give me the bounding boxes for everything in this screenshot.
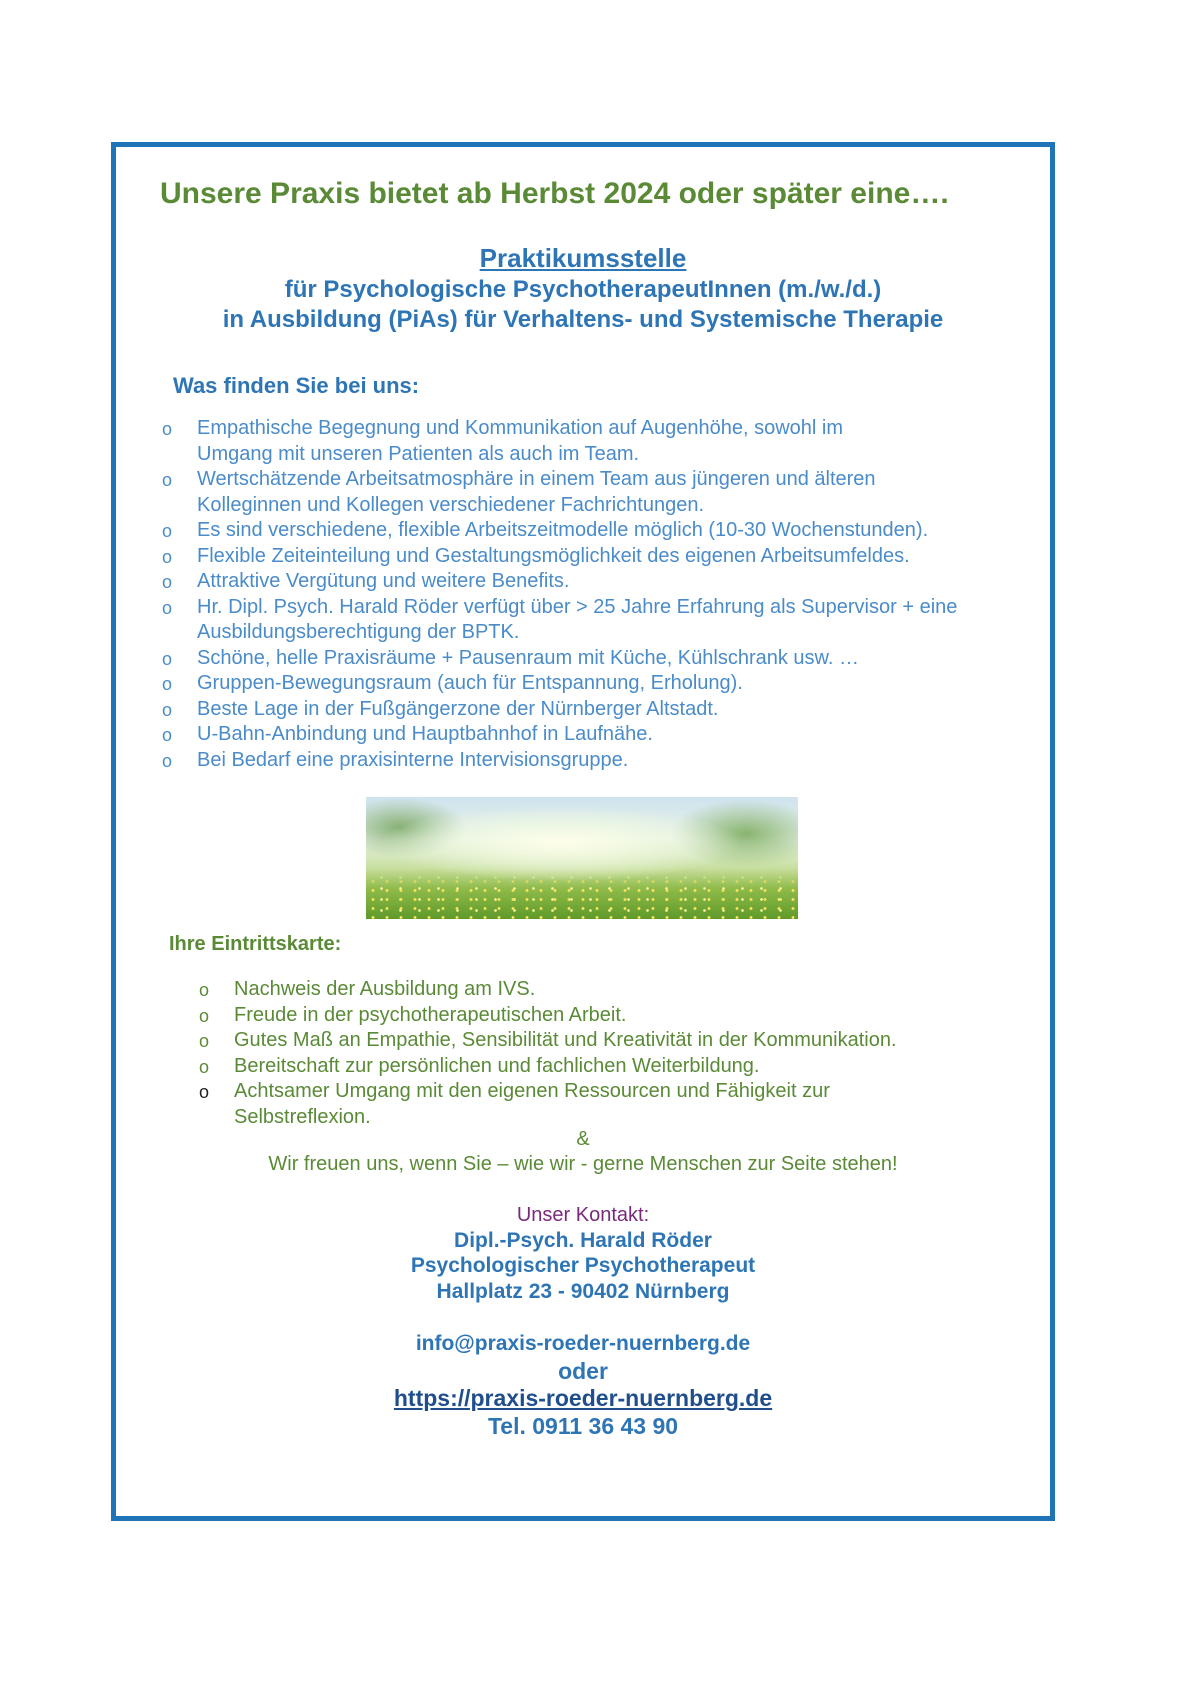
bullet-icon: o [199, 1056, 210, 1077]
contact-or: oder [558, 1358, 608, 1384]
list-item: o Gruppen-Bewegungsraum (auch für Entspannung, Erholung). [197, 671, 957, 697]
list-item: o Wertschätzende Arbeitsatmosphäre in einem Team aus jüngeren und älteren [197, 467, 957, 493]
closing-line: Wir freuen uns, wenn Sie – wie wir - gerne Menschen zur Seite stehen! [268, 1153, 898, 1175]
list-item: o U-Bahn-Anbindung und Hauptbahnhof in Laufnähe. [197, 722, 957, 748]
contact-name: Dipl.-Psych. Harald Röder [454, 1229, 712, 1252]
list-item: Kolleginnen und Kollegen verschiedener Fachrichtungen. [197, 493, 705, 516]
bullet-icon: o [162, 648, 173, 669]
contact-phone: Tel. 0911 36 43 90 [487, 1413, 679, 1439]
list-item: o Schöne, helle Praxisräume + Pausenraum mit Küche, Kühlschrank usw. … [197, 646, 957, 672]
bullet-icon: o [162, 597, 173, 618]
contact-label: Unser Kontakt: [516, 1204, 650, 1226]
list-item: o Attraktive Vergütung und weitere Benefits. [197, 569, 957, 595]
list-item: o Hr. Dipl. Psych. Harald Röder verfügt über > 25 Jahre Erfahrung als Supervisor + eine [197, 595, 957, 621]
position-line-2: in Ausbildung (PiAs) für Verhaltens- und Systemische Therapie [222, 306, 944, 333]
list-item: o Bereitschaft zur persönlichen und fachlichen Weiterbildung. [234, 1054, 897, 1080]
bullet-icon: o [162, 470, 173, 490]
meadow-image [366, 797, 798, 919]
bullet-icon: o [199, 980, 210, 1000]
list-item: o Nachweis der Ausbildung am IVS. [234, 977, 897, 1003]
contact-address: Hallplatz 23 - 90402 Nürnberg [436, 1280, 730, 1303]
contact-website-link[interactable]: https://praxis-roeder-nuernberg.de [393, 1385, 773, 1411]
list-item: o Es sind verschiedene, flexible Arbeitszeitmodelle möglich (10-30 Wochenstunden). [197, 518, 957, 544]
headline: Unsere Praxis bietet ab Herbst 2024 oder später eine…. [160, 177, 949, 210]
ticket-list [199, 977, 897, 1130]
bullet-icon: o [162, 674, 173, 694]
contact-role: Psychologischer Psychotherapeut [410, 1254, 756, 1277]
offer-heading: Was finden Sie bei uns: [173, 373, 420, 398]
bullet-icon: o [162, 750, 173, 771]
contact-email-link[interactable]: info@praxis-roeder-nuernberg.de [415, 1332, 751, 1355]
bullet-icon: o [162, 725, 173, 745]
bullet-icon: o [162, 572, 173, 592]
list-item: o Gutes Maß an Empathie, Sensibilität und Kreativität in der Kommunikation. [234, 1028, 897, 1054]
list-item: Ausbildungsberechtigung der BPTK. [197, 621, 520, 643]
bullet-icon: o [162, 419, 173, 439]
bullet-icon: o [162, 521, 173, 541]
position-line-1: für Psychologische PsychotherapeutInnen (m./w./d.) [284, 276, 882, 303]
bullet-icon: o [162, 546, 173, 567]
ampersand: & [576, 1128, 590, 1150]
ticket-heading: Ihre Eintrittskarte: [169, 933, 342, 955]
list-item: o Achtsamer Umgang mit den eigenen Ressourcen und Fähigkeit zur [234, 1079, 897, 1105]
offer-list [162, 416, 958, 773]
list-item: o Freude in der psychotherapeutischen Arbeit. [234, 1003, 897, 1029]
list-item: Selbstreflexion. [234, 1105, 371, 1128]
list-item: o Empathische Begegnung und Kommunikation auf Augenhöhe, sowohl im [197, 416, 957, 442]
bullet-icon: o [162, 699, 173, 720]
position-title: Praktikumsstelle [479, 243, 687, 273]
list-item: o Bei Bedarf eine praxisinterne Intervisionsgruppe. [197, 748, 957, 774]
list-item: o Beste Lage in der Fußgängerzone der Nürnberger Altstadt. [197, 697, 957, 723]
list-item: o Flexible Zeiteinteilung und Gestaltungsmöglichkeit des eigenen Arbeitsumfeldes. [197, 544, 957, 570]
bullet-icon: o [199, 1082, 210, 1102]
bullet-icon: o [199, 1031, 210, 1051]
bullet-icon: o [199, 1005, 210, 1026]
list-item: Umgang mit unseren Patienten als auch im Team. [197, 442, 640, 465]
